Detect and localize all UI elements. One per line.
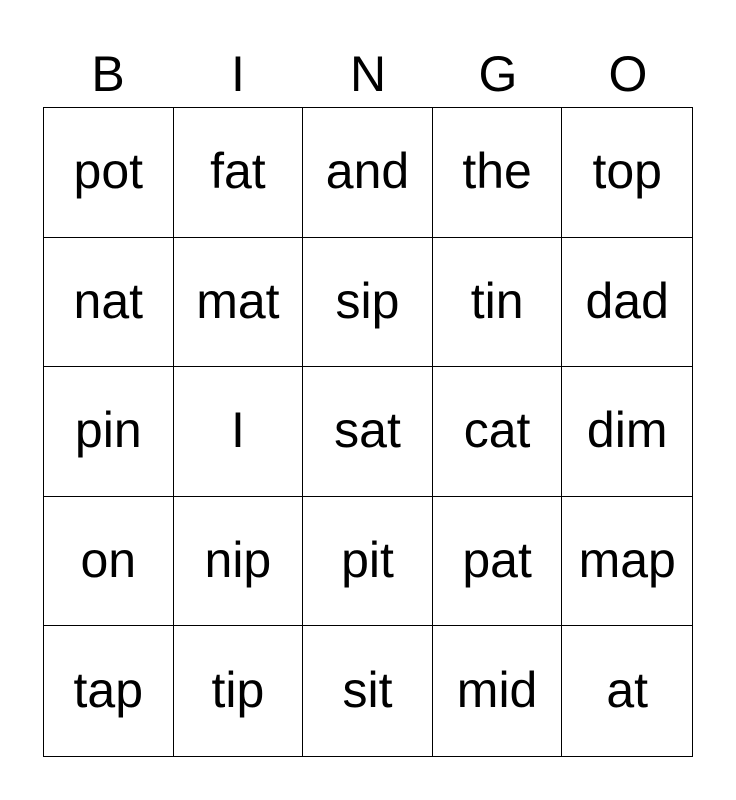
bingo-cell: cat [433,367,563,497]
bingo-header [43,44,693,104]
bingo-cell: I [174,367,304,497]
bingo-cell: nip [174,497,304,627]
bingo-cell: mat [174,238,304,368]
bingo-cell: nat [44,238,174,368]
bingo-cell: and [303,108,433,238]
bingo-cell: top [562,108,692,238]
bingo-cell: tin [433,238,563,368]
bingo-cell: tap [44,626,174,756]
header-letter-g: G [478,46,518,102]
bingo-cell: fat [174,108,304,238]
bingo-cell: mid [433,626,563,756]
bingo-cell: pot [44,108,174,238]
bingo-cell: on [44,497,174,627]
bingo-cell: dad [562,238,692,368]
bingo-cell: tip [174,626,304,756]
bingo-cell: pat [433,497,563,627]
bingo-cell: pit [303,497,433,627]
header-letter-n: N [349,46,387,102]
bingo-cell: sat [303,367,433,497]
bingo-grid [43,107,693,757]
header-letter-o: O [608,46,648,102]
bingo-cell: pin [44,367,174,497]
header-letter-b: B [91,46,125,102]
bingo-cell: sit [303,626,433,756]
header-letter-i: I [231,46,245,102]
bingo-cell: at [606,662,649,719]
bingo-cell: the [433,108,563,238]
bingo-cell: dim [562,367,692,497]
bingo-cell: sip [303,238,433,368]
bingo-cell: map [562,497,692,627]
